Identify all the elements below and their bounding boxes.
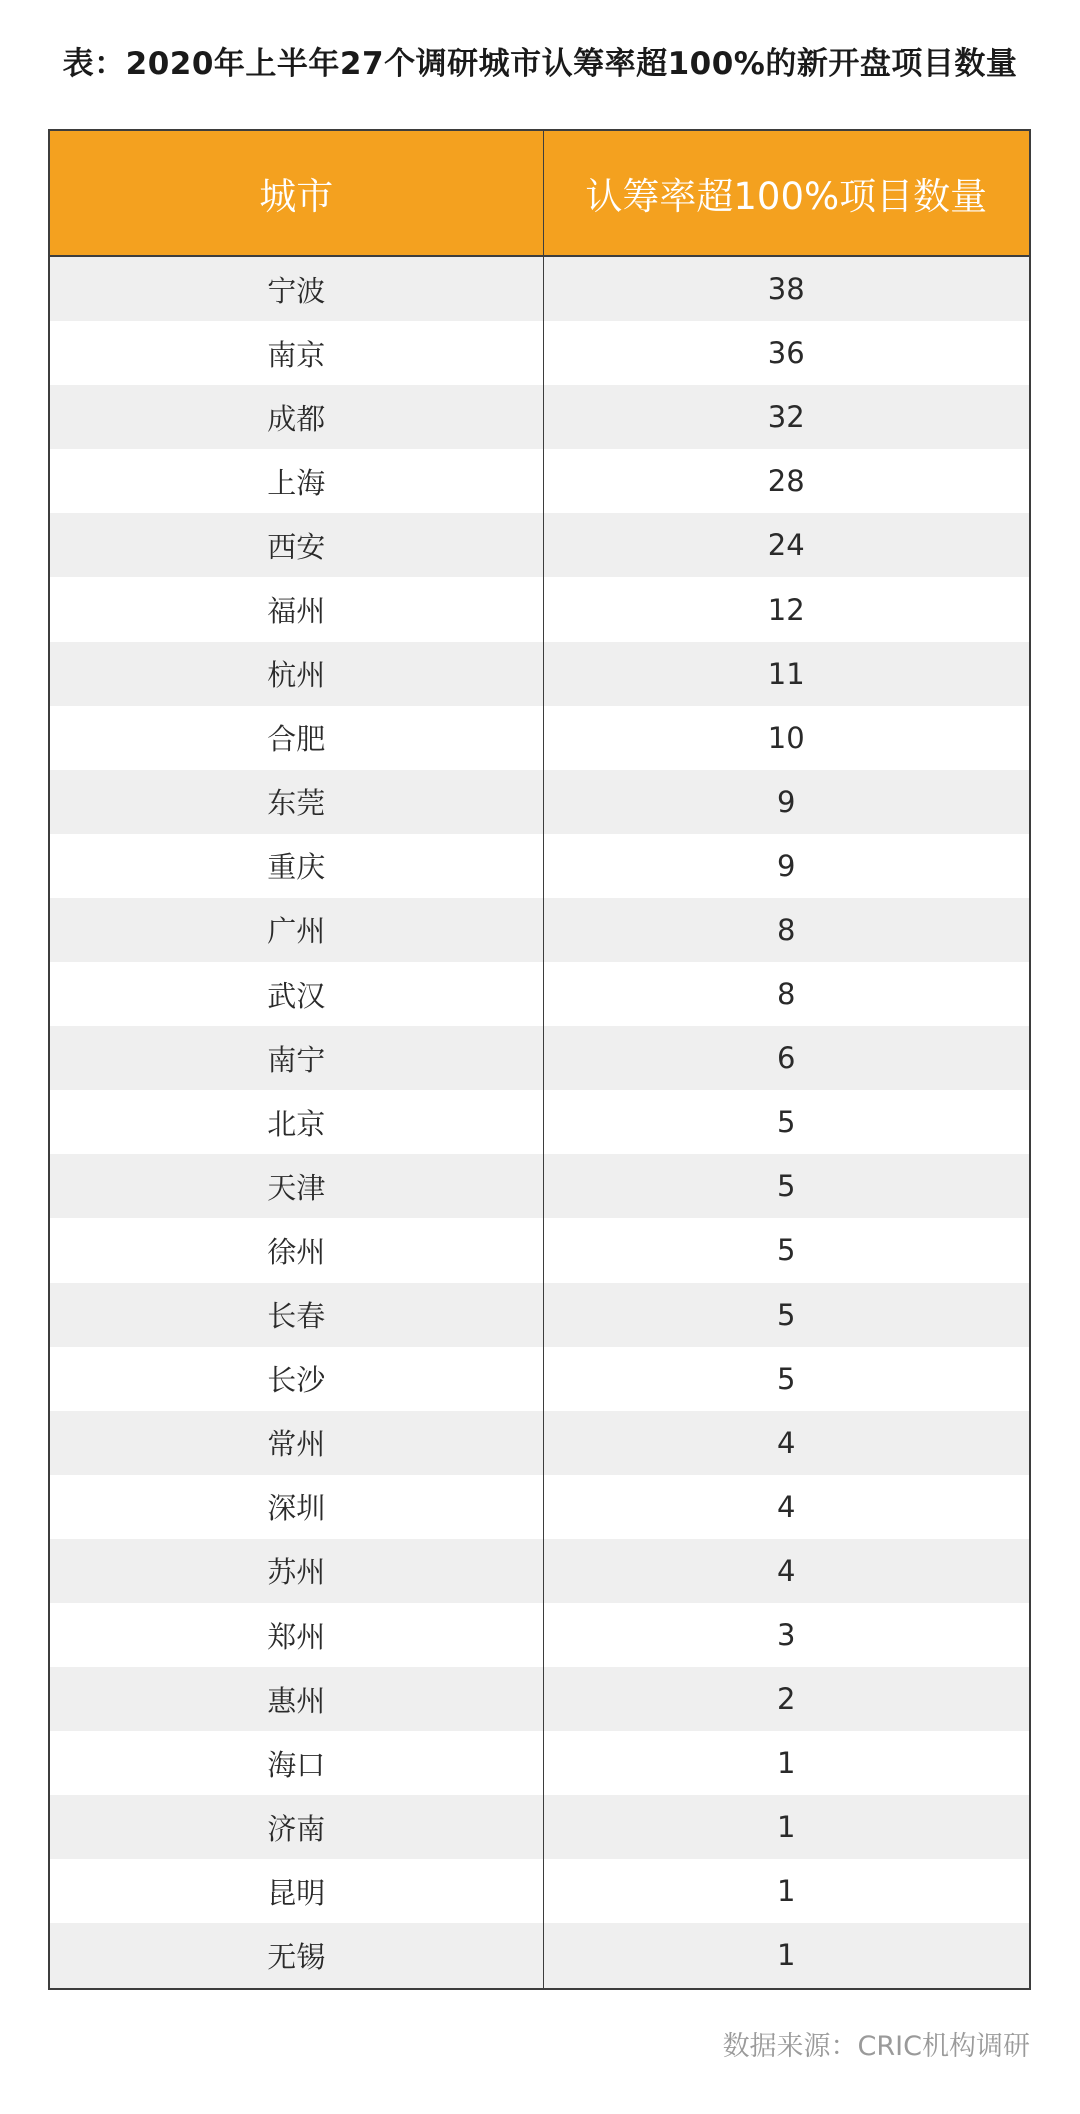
header-count: 认筹率超100%项目数量 xyxy=(543,131,1029,256)
table-row xyxy=(50,1539,1029,1603)
count-cell: 8 xyxy=(543,898,1029,962)
city-cell: 郑州 xyxy=(50,1603,543,1667)
header-row xyxy=(50,131,1029,256)
city-cell: 福州 xyxy=(50,577,543,641)
city-cell: 成都 xyxy=(50,385,543,449)
table-row xyxy=(50,1347,1029,1411)
city-cell: 广州 xyxy=(50,898,543,962)
count-cell: 3 xyxy=(543,1603,1029,1667)
table-row xyxy=(50,449,1029,513)
count-cell: 5 xyxy=(543,1283,1029,1347)
table-row xyxy=(50,577,1029,641)
city-cell: 北京 xyxy=(50,1090,543,1154)
city-cell: 天津 xyxy=(50,1154,543,1218)
city-cell: 杭州 xyxy=(50,642,543,706)
count-cell: 5 xyxy=(543,1218,1029,1282)
table-header xyxy=(50,131,1029,256)
city-cell: 长沙 xyxy=(50,1347,543,1411)
count-cell: 1 xyxy=(543,1795,1029,1859)
table-row xyxy=(50,898,1029,962)
count-cell: 6 xyxy=(543,1026,1029,1090)
count-cell: 11 xyxy=(543,642,1029,706)
city-cell: 南京 xyxy=(50,321,543,385)
table-row xyxy=(50,1090,1029,1154)
table-row xyxy=(50,1859,1029,1923)
table-row xyxy=(50,1411,1029,1475)
city-cell: 长春 xyxy=(50,1283,543,1347)
count-cell: 28 xyxy=(543,449,1029,513)
city-cell: 西安 xyxy=(50,513,543,577)
city-cell: 海口 xyxy=(50,1731,543,1795)
city-cell: 深圳 xyxy=(50,1475,543,1539)
city-cell: 重庆 xyxy=(50,834,543,898)
city-cell: 徐州 xyxy=(50,1218,543,1282)
count-cell: 32 xyxy=(543,385,1029,449)
table-row xyxy=(50,1026,1029,1090)
table-row xyxy=(50,1283,1029,1347)
city-cell: 济南 xyxy=(50,1795,543,1859)
city-cell: 合肥 xyxy=(50,706,543,770)
count-cell: 38 xyxy=(543,256,1029,321)
city-cell: 苏州 xyxy=(50,1539,543,1603)
table-row xyxy=(50,513,1029,577)
table-row xyxy=(50,1923,1029,1987)
count-cell: 24 xyxy=(543,513,1029,577)
city-cell: 武汉 xyxy=(50,962,543,1026)
city-cell: 无锡 xyxy=(50,1923,543,1987)
count-cell: 9 xyxy=(543,770,1029,834)
table-row xyxy=(50,642,1029,706)
count-cell: 9 xyxy=(543,834,1029,898)
table-row xyxy=(50,321,1029,385)
count-cell: 5 xyxy=(543,1090,1029,1154)
city-cell: 东莞 xyxy=(50,770,543,834)
table-row xyxy=(50,1218,1029,1282)
table-row xyxy=(50,1795,1029,1859)
table-row xyxy=(50,962,1029,1026)
table-row xyxy=(50,1154,1029,1218)
table-row xyxy=(50,770,1029,834)
data-table xyxy=(50,131,1029,1988)
count-cell: 2 xyxy=(543,1667,1029,1731)
page-title: 表：2020年上半年27个调研城市认筹率超100%的新开盘项目数量 xyxy=(62,46,1018,82)
source-note: 数据来源：CRIC机构调研 xyxy=(722,2031,1030,2062)
city-cell: 上海 xyxy=(50,449,543,513)
count-cell: 4 xyxy=(543,1411,1029,1475)
count-cell: 5 xyxy=(543,1347,1029,1411)
city-cell: 惠州 xyxy=(50,1667,543,1731)
table-row xyxy=(50,706,1029,770)
count-cell: 5 xyxy=(543,1154,1029,1218)
table-row xyxy=(50,1603,1029,1667)
table-row xyxy=(50,1475,1029,1539)
table-row xyxy=(50,834,1029,898)
count-cell: 12 xyxy=(543,577,1029,641)
city-cell: 宁波 xyxy=(50,256,543,321)
header-city: 城市 xyxy=(50,131,543,256)
count-cell: 4 xyxy=(543,1539,1029,1603)
table-body xyxy=(50,256,1029,1988)
count-cell: 1 xyxy=(543,1859,1029,1923)
table-row xyxy=(50,1731,1029,1795)
table-frame xyxy=(48,129,1031,1990)
table-row xyxy=(50,256,1029,321)
count-cell: 8 xyxy=(543,962,1029,1026)
count-cell: 4 xyxy=(543,1475,1029,1539)
count-cell: 10 xyxy=(543,706,1029,770)
count-cell: 1 xyxy=(543,1731,1029,1795)
city-cell: 常州 xyxy=(50,1411,543,1475)
city-cell: 南宁 xyxy=(50,1026,543,1090)
table-row xyxy=(50,385,1029,449)
count-cell: 36 xyxy=(543,321,1029,385)
city-cell: 昆明 xyxy=(50,1859,543,1923)
count-cell: 1 xyxy=(543,1923,1029,1987)
table-row xyxy=(50,1667,1029,1731)
